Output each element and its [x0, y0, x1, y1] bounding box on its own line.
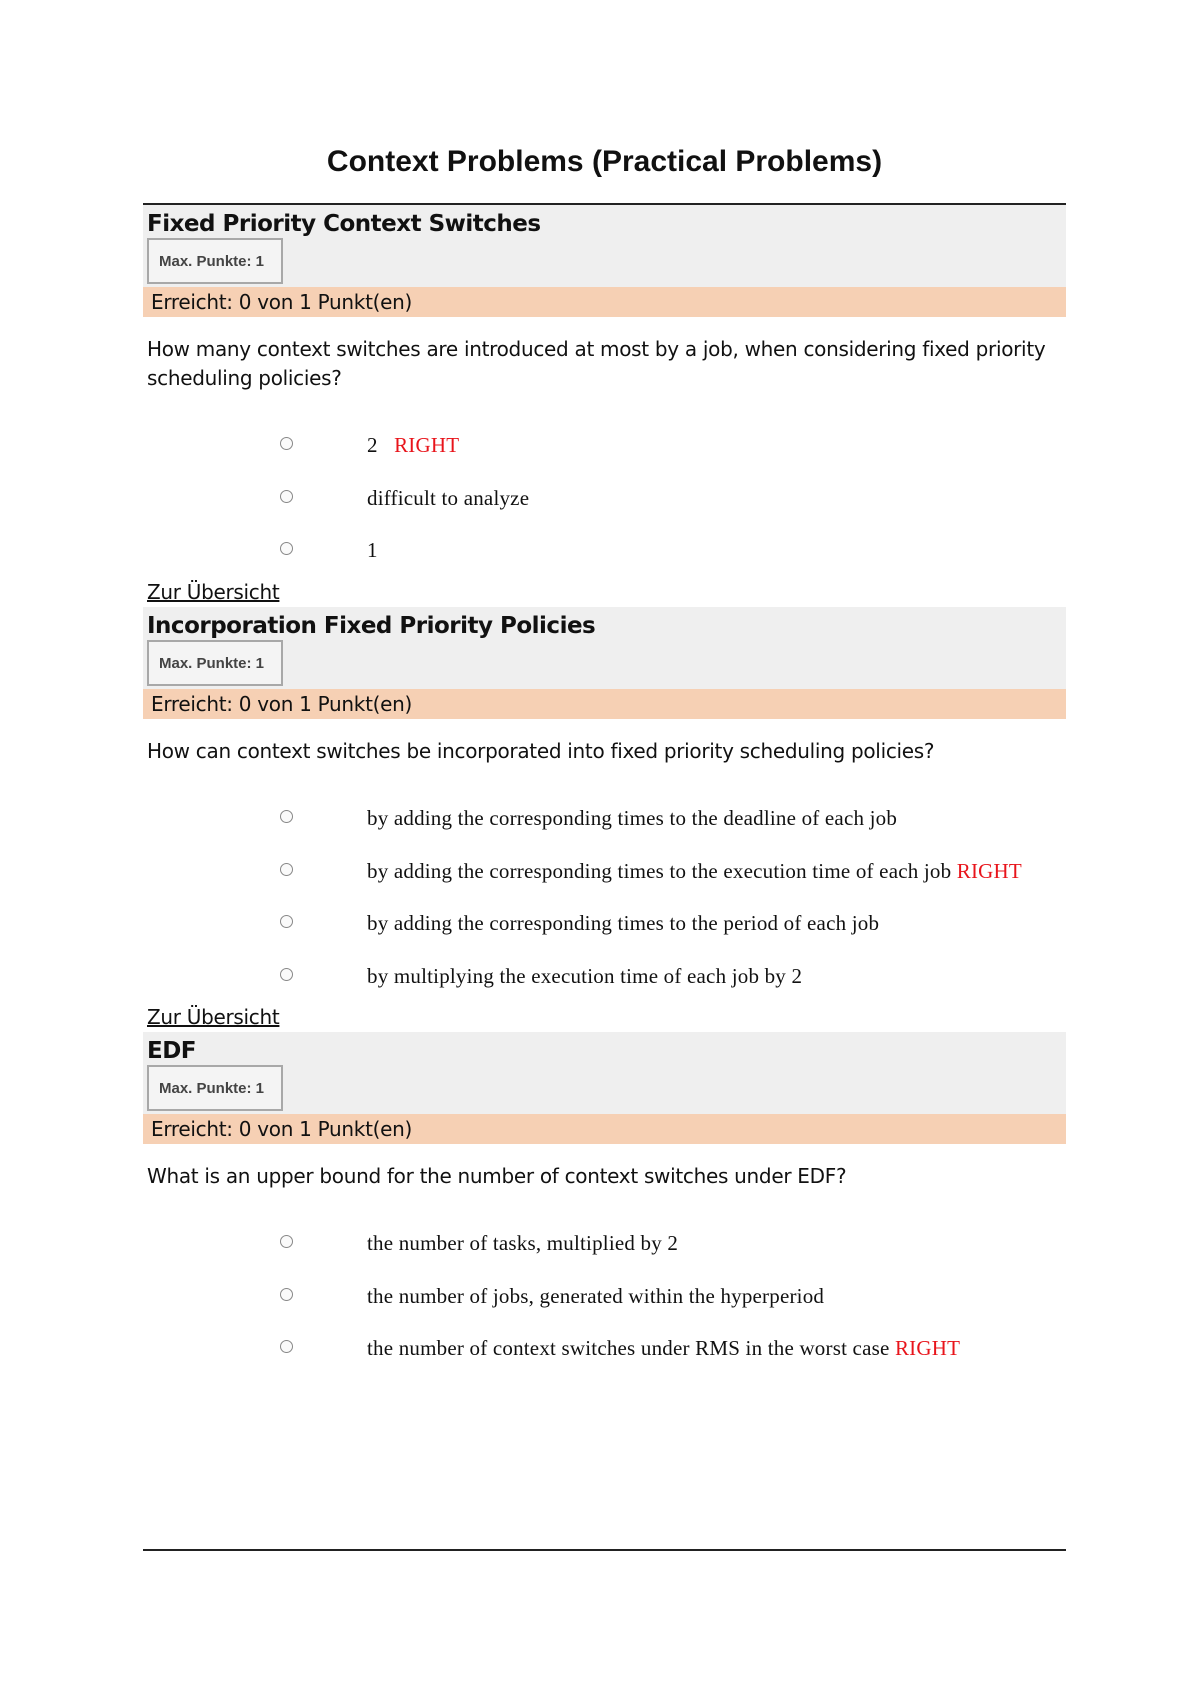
right-marker: RIGHT	[894, 1336, 961, 1360]
score-bar: Erreicht: 0 von 1 Punkt(en)	[143, 1114, 1066, 1144]
overview-link[interactable]: Zur Übersicht	[147, 1005, 280, 1029]
answer-option[interactable]	[143, 1231, 1123, 1261]
question-text: What is an upper bound for the number of context switches under EDF?	[147, 1164, 847, 1188]
max-points-badge: Max. Punkte: 1	[147, 238, 283, 284]
answer-option[interactable]	[143, 911, 1123, 941]
radio-button[interactable]	[280, 810, 293, 823]
radio-button[interactable]	[280, 1235, 293, 1248]
bottom-divider	[143, 1549, 1066, 1551]
max-points-badge: Max. Punkte: 1	[147, 1065, 283, 1111]
score-bar: Erreicht: 0 von 1 Punkt(en)	[143, 287, 1066, 317]
option-label: the number of jobs, generated within the hyperperiod	[367, 1284, 825, 1308]
question-edf	[143, 1032, 1066, 1360]
question-text: How many context switches are introduced at most by a job, when considering fixed priority scheduling policies?	[147, 337, 1046, 390]
radio-button[interactable]	[280, 1288, 293, 1301]
question-fixed-priority-context-switches	[143, 205, 1066, 562]
radio-button[interactable]	[280, 437, 293, 450]
option-label: by multiplying the execution time of each job by 2	[367, 964, 803, 988]
question-header	[143, 205, 1066, 287]
option-label: the number of tasks, multiplied by 2	[367, 1231, 679, 1255]
question-incorporation-fixed-priority-policies	[143, 607, 1066, 988]
answer-option[interactable]	[143, 1284, 1123, 1314]
answer-option[interactable]	[143, 859, 1123, 889]
right-marker: RIGHT	[956, 859, 1022, 883]
radio-button[interactable]	[280, 490, 293, 503]
radio-button[interactable]	[280, 968, 293, 981]
max-points-badge: Max. Punkte: 1	[147, 640, 283, 686]
answer-option[interactable]	[143, 433, 1123, 463]
option-label: by adding the corresponding times to the execution time of each job RIGHT	[367, 859, 1022, 883]
option-label: 1	[367, 538, 378, 562]
answer-option[interactable]	[143, 806, 1123, 836]
option-label: by adding the corresponding times to the period of each job	[367, 911, 880, 935]
radio-button[interactable]	[280, 863, 293, 876]
radio-button[interactable]	[280, 1340, 293, 1353]
answer-option[interactable]	[143, 538, 1123, 568]
question-title: Incorporation Fixed Priority Policies	[147, 613, 596, 639]
radio-button[interactable]	[280, 542, 293, 555]
option-label: 2 RIGHT	[367, 433, 460, 457]
answer-option[interactable]	[143, 964, 1123, 994]
question-header	[143, 1032, 1066, 1114]
question-title: Fixed Priority Context Switches	[147, 211, 541, 237]
question-text: How can context switches be incorporated into fixed priority scheduling policies?	[147, 739, 935, 763]
option-label: difficult to analyze	[367, 486, 530, 510]
overview-link[interactable]: Zur Übersicht	[147, 580, 280, 604]
answer-option[interactable]	[143, 1336, 1123, 1366]
option-label: the number of context switches under RMS in the worst case RIGHT	[367, 1336, 961, 1360]
question-header	[143, 607, 1066, 689]
answer-option[interactable]	[143, 486, 1123, 516]
right-marker: RIGHT	[394, 433, 460, 457]
option-label: by adding the corresponding times to the deadline of each job	[367, 806, 898, 830]
score-bar: Erreicht: 0 von 1 Punkt(en)	[143, 689, 1066, 719]
radio-button[interactable]	[280, 915, 293, 928]
question-title: EDF	[147, 1038, 197, 1064]
page-title: Context Problems (Practical Problems)	[326, 145, 883, 178]
